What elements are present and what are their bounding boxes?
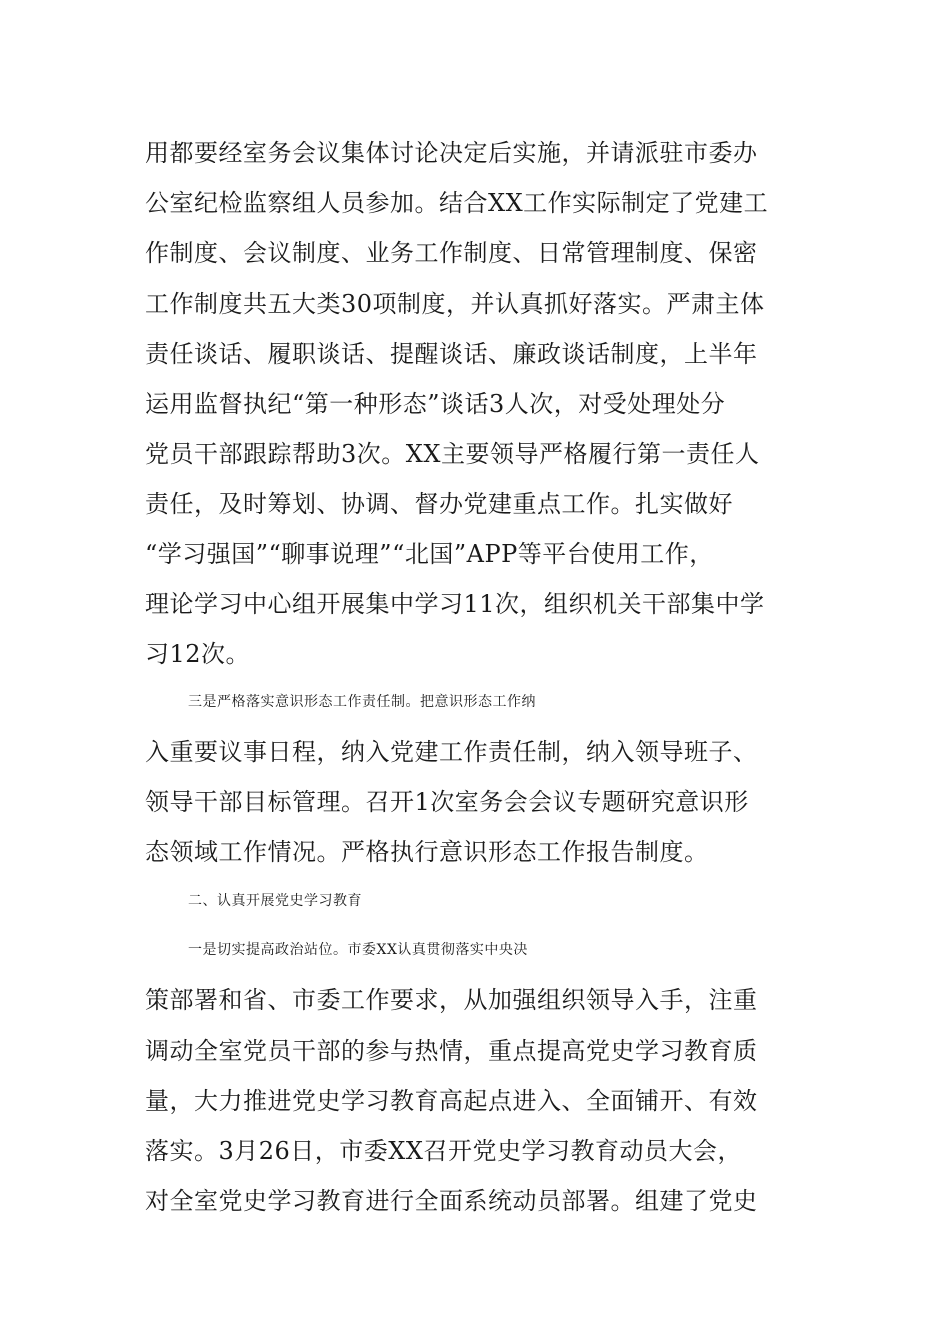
- text-line: 态领域工作情况。严格执行意识形态工作报告制度。: [145, 838, 709, 866]
- text-line: 责任，及时筹划、协调、督办党建重点工作。扎实做好: [145, 490, 733, 518]
- text-line: 量，大力推进党史学习教育高起点进入、全面铺开、有效: [145, 1087, 758, 1115]
- text-line: 落实。3月26日，市委XX召开党史学习教育动员大会，: [145, 1137, 742, 1165]
- text-line: “学习强国”“聊事说理”“北国”APP等平台使用工作，: [145, 540, 714, 568]
- section-heading: 二、认真开展党史学习教育: [188, 893, 362, 909]
- text-line: 入重要议事日程，纳入党建工作责任制，纳入领导班子、: [145, 738, 758, 766]
- text-line: 作制度、会议制度、业务工作制度、日常管理制度、保密: [145, 239, 758, 267]
- text-line: 公室纪检监察组人员参加。结合XX工作实际制定了党建工: [145, 189, 769, 217]
- text-line: 工作制度共五大类30项制度，并认真抓好落实。严肃主体: [145, 290, 765, 318]
- text-line: 用都要经室务会议集体讨论决定后实施，并请派驻市委办: [145, 139, 758, 167]
- text-line: 运用监督执纪“第一种形态”谈话3人次，对受处理处分: [145, 390, 726, 418]
- paragraph-start: 三是严格落实意识形态工作责任制。把意识形态工作纳: [188, 694, 536, 710]
- text-line: 理论学习中心组开展集中学习11次，组织机关干部集中学: [145, 590, 765, 618]
- text-line: 策部署和省、市委工作要求，从加强组织领导入手，注重: [145, 986, 758, 1014]
- text-line: 领导干部目标管理。召开1次室务会会议专题研究意识形: [145, 788, 749, 816]
- text-line: 党员干部跟踪帮助3次。XX主要领导严格履行第一责任人: [145, 440, 760, 468]
- paragraph-start: 一是切实提高政治站位。市委XX认真贯彻落实中央决: [188, 942, 528, 958]
- text-line: 习12次。: [145, 640, 251, 668]
- text-line: 责任谈话、履职谈话、提醒谈话、廉政谈话制度，上半年: [145, 340, 758, 368]
- text-line: 对全室党史学习教育进行全面系统动员部署。组建了党史: [145, 1187, 758, 1215]
- text-line: 调动全室党员干部的参与热情，重点提高党史学习教育质: [145, 1037, 758, 1065]
